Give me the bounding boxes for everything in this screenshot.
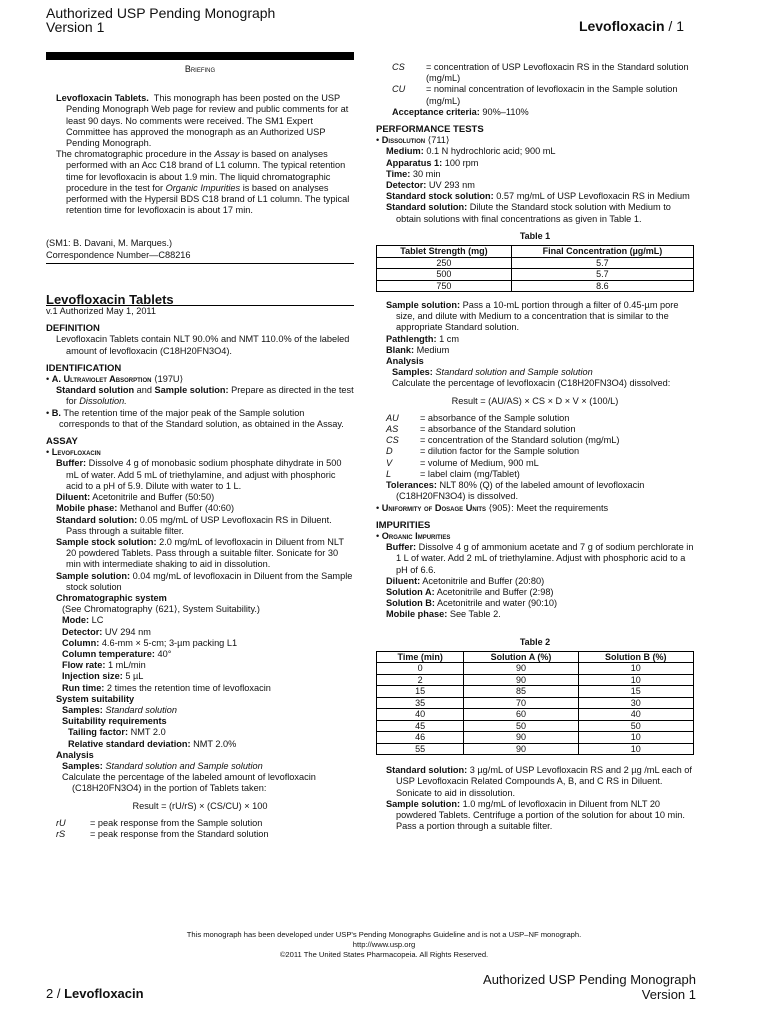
correspondence-number: Correspondence Number—C88216 bbox=[46, 249, 191, 260]
table-cell: 500 bbox=[377, 269, 512, 281]
spec-line bbox=[376, 799, 694, 833]
table-row bbox=[377, 732, 694, 744]
identification-heading: IDENTIFICATION bbox=[46, 362, 122, 374]
spec-value: Acetonitrile and water (90:10) bbox=[435, 598, 558, 609]
table-row bbox=[377, 686, 694, 698]
bottom-drug: Levofloxacin bbox=[64, 986, 144, 1001]
briefing-para2: The chromatographic procedure in the Assay is based on analyses performed with an Acc C18 brand of L1 column. The typical retention time for levofloxacin is about 1.9 min. The liquid chromatographic procedure in the test for Organic Impurities is based on analyses performed with the Hypersil BDS C18 brand of L1 column. The typical retention time for levofloxacin is about 17 min. bbox=[56, 149, 350, 216]
spec-value: 0.04 mg/mL of levofloxacin in Diluent from the Sample stock solution bbox=[66, 570, 353, 592]
spec-line bbox=[46, 683, 354, 694]
spec-value: Acetonitrile and Buffer (2:98) bbox=[434, 586, 554, 597]
symbol: V bbox=[386, 457, 393, 468]
symbol-definition: = label claim (mg/Tablet) bbox=[420, 468, 520, 479]
assay-lines bbox=[46, 458, 354, 592]
spec-key: Run time: bbox=[62, 682, 105, 693]
spec-value: 0.1 N hydrochloric acid; 900 mL bbox=[423, 146, 556, 157]
tolerances: Tolerances: NLT 80% (Q) of the labeled amount of levofloxacin (C18H20FN3O4) is dissolved. bbox=[386, 480, 645, 502]
spec-value: Pass a 10-mL portion through a filter of 0.45-µm pore size, and dilute with Medium to a concentration that is similar to the appropriate Standard solution. bbox=[396, 300, 679, 333]
table-cell: 90 bbox=[464, 743, 578, 755]
left-column bbox=[46, 52, 354, 840]
spec-key: Medium: bbox=[386, 146, 424, 157]
spec-line bbox=[46, 671, 354, 682]
footer-disclaimer: This monograph has been developed under USP's Pending Monographs Guideline and is not a USP–NF monograph. bbox=[186, 930, 582, 939]
spec-value: 3 µg/mL of USP Levofloxacin RS and 2 µg /mL each of USP Levofloxacin Related Compounds A, B, and C RS in Diluent. Sonicate to aid in dissolution. bbox=[396, 765, 692, 798]
spec-line bbox=[46, 571, 354, 593]
symbol: CU bbox=[392, 84, 406, 95]
spec-line bbox=[376, 191, 694, 202]
table-cell: 2 bbox=[377, 674, 464, 686]
footer bbox=[0, 930, 768, 960]
spec-line bbox=[376, 576, 694, 587]
symbol-definition: = absorbance of the Standard solution bbox=[420, 424, 576, 435]
symbol-definition: = absorbance of the Sample solution bbox=[420, 412, 570, 423]
spec-key: Buffer: bbox=[56, 458, 87, 469]
suitability-samples: Samples: Standard solution bbox=[62, 704, 177, 715]
table-cell: 40 bbox=[377, 709, 464, 721]
table-cell: 40 bbox=[578, 709, 693, 721]
dissolution-lines-2 bbox=[376, 300, 694, 356]
spec-key: Buffer: bbox=[386, 542, 417, 553]
table-header: Solution B (%) bbox=[578, 651, 693, 663]
table1 bbox=[376, 245, 694, 292]
table-cell: 30 bbox=[578, 697, 693, 709]
result-equation: Result = (rU/rS) × (CS/CU) × 100 bbox=[132, 800, 268, 811]
assay-item: • Levofloxacin bbox=[46, 447, 101, 458]
spec-key: Column: bbox=[62, 637, 100, 648]
spec-line bbox=[46, 627, 354, 638]
spec-line bbox=[46, 660, 354, 671]
header-left bbox=[46, 6, 275, 34]
bottom-page: 2 / bbox=[46, 986, 61, 1001]
spec-line bbox=[46, 537, 354, 571]
header-page: / 1 bbox=[668, 18, 684, 34]
table-row bbox=[377, 280, 694, 292]
symbol: L bbox=[386, 468, 392, 479]
uniformity: • Uniformity of Dosage Units ⟨905⟩: Meet the requirements bbox=[376, 502, 609, 513]
bottom-right bbox=[483, 972, 696, 1002]
symbol-definition: = concentration of the Standard solution (mg/mL) bbox=[420, 435, 620, 446]
spec-line bbox=[376, 146, 694, 157]
table2-caption: Table 2 bbox=[519, 636, 551, 647]
spec-line bbox=[376, 765, 694, 799]
table-row bbox=[377, 709, 694, 721]
table-cell: 50 bbox=[464, 720, 578, 732]
spec-key: Sample solution: bbox=[386, 798, 461, 809]
spec-value: See Table 2. bbox=[447, 609, 501, 620]
header-right bbox=[579, 18, 684, 34]
spec-value: Medium bbox=[414, 344, 450, 355]
diss-equation: Result = (AU/AS) × CS × D × V × (100/L) bbox=[451, 395, 619, 406]
spec-line bbox=[376, 598, 694, 609]
definitions-left bbox=[46, 818, 354, 840]
spec-line bbox=[46, 492, 354, 503]
acceptance: Acceptance criteria: 90%–110% bbox=[392, 106, 529, 117]
bottom-page-label bbox=[46, 986, 144, 1001]
table-cell: 250 bbox=[377, 257, 512, 269]
spec-line bbox=[376, 300, 694, 334]
definitions-top bbox=[376, 62, 694, 107]
spec-key: Standard solution: bbox=[386, 765, 468, 776]
spec-line bbox=[376, 169, 694, 180]
symbol-definition: = concentration of USP Levofloxacin RS in the Standard solution (mg/mL) bbox=[426, 62, 689, 84]
chrom-ref: (See Chromatography ⟨621⟩, System Suitability.) bbox=[62, 604, 260, 615]
spec-line bbox=[46, 503, 354, 514]
analysis-heading: Analysis bbox=[56, 749, 94, 760]
chrom-lines bbox=[46, 615, 354, 693]
header-drug: Levofloxacin bbox=[578, 18, 665, 34]
spec-value: UV 294 nm bbox=[102, 626, 151, 637]
spec-line bbox=[376, 202, 694, 224]
spec-value: Dissolve 4 g of monobasic sodium phosphate dihydrate in 500 mL of water. Add 5 mL of triethylamine, and adjust with phosphoric acid to a pH of 5.9. Dilute with water to 1 L. bbox=[66, 458, 342, 491]
table-cell: 85 bbox=[464, 686, 578, 698]
table-cell: 15 bbox=[377, 686, 464, 698]
bottom-version: Version 1 bbox=[641, 987, 696, 1002]
spec-value: 1.0 mg/mL of levofloxacin in Diluent from NLT 20 powdered Tablets. Centrifuge a portion of the solution for about 10 min. Pass a portion through a suitable filter. bbox=[396, 798, 685, 832]
table-cell: 10 bbox=[578, 732, 693, 744]
impurity-lines bbox=[376, 542, 694, 620]
symbol: CS bbox=[392, 62, 405, 72]
spec-key: Standard solution: bbox=[56, 514, 138, 525]
spec-key: Solution A: bbox=[386, 586, 435, 597]
symbol: rS bbox=[56, 828, 66, 839]
spec-line bbox=[46, 515, 354, 537]
briefing-authors: (SM1: B. Davani, M. Marques.) bbox=[46, 238, 173, 249]
table-cell: 90 bbox=[464, 663, 578, 675]
header-title: Authorized USP Pending Monograph bbox=[46, 5, 276, 21]
bottom-title: Authorized USP Pending Monograph bbox=[483, 972, 696, 987]
assay-heading: ASSAY bbox=[46, 436, 78, 448]
spec-line bbox=[46, 615, 354, 626]
definition-heading: DEFINITION bbox=[46, 323, 100, 335]
spec-key: Injection size: bbox=[62, 671, 123, 682]
table-cell: 15 bbox=[578, 686, 693, 698]
symbol: rU bbox=[56, 817, 66, 828]
spec-value: 5 µL bbox=[122, 671, 144, 682]
table1-caption: Table 1 bbox=[519, 230, 551, 241]
briefing-bar bbox=[46, 52, 354, 60]
dissolution-item: • Dissolution ⟨711⟩ bbox=[376, 135, 450, 146]
spec-value: LC bbox=[89, 615, 104, 626]
spec-value: 100 rpm bbox=[442, 157, 479, 168]
spec-key: Standard solution: bbox=[386, 202, 468, 213]
spec-line bbox=[376, 609, 694, 620]
id-a: • A. Ultraviolet Absorption ⟨197U⟩ bbox=[46, 374, 184, 385]
briefing-title: Levofloxacin Tablets. bbox=[56, 93, 149, 104]
spec-line bbox=[376, 587, 694, 598]
spec-key: Column temperature: bbox=[62, 648, 155, 659]
spec-key: Time: bbox=[386, 168, 411, 179]
spec-value: 2.0 mg/mL of levofloxacin in Diluent from NLT 20 powdered Tablets. Pass through a suitable filter. Sonicate for 30 min with intermediate shaking to aid in dissolution. bbox=[66, 536, 344, 570]
table-cell: 10 bbox=[578, 663, 693, 675]
table-row bbox=[377, 720, 694, 732]
spec-line bbox=[376, 334, 694, 345]
table-row bbox=[377, 663, 694, 675]
spec-value: UV 293 nm bbox=[426, 180, 475, 191]
table-cell: 90 bbox=[464, 732, 578, 744]
symbol-definition: = dilution factor for the Sample solution bbox=[420, 446, 580, 457]
symbol: D bbox=[386, 446, 393, 457]
table-row bbox=[377, 257, 694, 269]
spec-value: 0.05 mg/mL of USP Levofloxacin RS in Diluent. Pass through a suitable filter. bbox=[66, 514, 332, 536]
spec-key: Mode: bbox=[62, 615, 90, 626]
spec-key: Apparatus 1: bbox=[386, 157, 443, 168]
spec-value: 2 times the retention time of levofloxacin bbox=[104, 682, 271, 693]
spec-key: Blank: bbox=[386, 344, 415, 355]
table-cell: 10 bbox=[578, 674, 693, 686]
table-cell: 5.7 bbox=[511, 269, 693, 281]
spec-key: Pathlength: bbox=[386, 333, 437, 344]
spec-value: 30 min bbox=[410, 168, 441, 179]
spec-key: Diluent: bbox=[56, 492, 91, 503]
id-a-text: Standard solution and Sample solution: Prepare as directed in the test for Dissolution. bbox=[56, 385, 354, 407]
spec-key: Sample stock solution: bbox=[56, 536, 157, 547]
briefing-label: Briefing bbox=[184, 64, 216, 74]
spec-line bbox=[46, 638, 354, 649]
table-cell: 46 bbox=[377, 732, 464, 744]
table-cell: 35 bbox=[377, 697, 464, 709]
table-cell: 8.6 bbox=[511, 280, 693, 292]
table-cell: 750 bbox=[377, 280, 512, 292]
spec-line bbox=[376, 158, 694, 169]
spec-line bbox=[46, 458, 354, 492]
spec-key: Standard stock solution: bbox=[386, 191, 494, 202]
suitability-req: Suitability requirements bbox=[62, 716, 167, 727]
monograph-title: Levofloxacin Tablets bbox=[46, 291, 174, 307]
footer-url[interactable]: http://www.usp.org bbox=[352, 940, 416, 949]
performance-heading: PERFORMANCE TESTS bbox=[376, 124, 484, 136]
spec-value: 4.6-mm × 5-cm; 3-µm packing L1 bbox=[99, 637, 238, 648]
organic-impurities: • Organic Impurities bbox=[376, 530, 451, 541]
table-row bbox=[377, 674, 694, 686]
spec-line bbox=[376, 180, 694, 191]
table-cell: 0 bbox=[377, 663, 464, 675]
footer-copyright: ©2011 The United States Pharmacopeia. All Rights Reserved. bbox=[279, 950, 489, 959]
spec-value: Acetonitrile and Buffer (20:80) bbox=[420, 575, 545, 586]
divider bbox=[46, 263, 354, 264]
spec-key: Sample solution: bbox=[56, 570, 131, 581]
table2 bbox=[376, 651, 694, 756]
spec-key: Detector: bbox=[62, 626, 103, 637]
id-b: • B. The retention time of the major peak of the Sample solution corresponds to that of the Standard solution, as obtained in the Assay. bbox=[46, 407, 344, 429]
symbol-definition: = peak response from the Sample solution bbox=[90, 817, 263, 828]
version-line: v.1 Authorized May 1, 2011 bbox=[46, 306, 156, 317]
impurities-heading: IMPURITIES bbox=[376, 519, 431, 531]
spec-value: Acetonitrile and Buffer (50:50) bbox=[90, 492, 215, 503]
spec-value: 0.57 mg/mL of USP Levofloxacin RS in Medium bbox=[493, 191, 690, 202]
spec-key: Flow rate: bbox=[62, 660, 106, 671]
symbol: CS bbox=[386, 435, 399, 446]
spec-line bbox=[376, 345, 694, 356]
analysis-samples: Samples: Standard solution and Sample solution bbox=[62, 760, 263, 771]
spec-key: Diluent: bbox=[386, 575, 421, 586]
table-cell: 45 bbox=[377, 720, 464, 732]
table-cell: 90 bbox=[464, 674, 578, 686]
dissolution-definitions bbox=[376, 413, 694, 480]
spec-value: Methanol and Buffer (40:60) bbox=[117, 503, 235, 514]
table-header: Time (min) bbox=[377, 651, 464, 663]
impurity-lines-2 bbox=[376, 765, 694, 832]
header-version: Version 1 bbox=[46, 19, 105, 35]
table-header: Final Concentration (µg/mL) bbox=[511, 246, 693, 258]
table-row bbox=[377, 743, 694, 755]
spec-key: Sample solution: bbox=[386, 300, 461, 311]
table-row bbox=[377, 697, 694, 709]
table-row bbox=[377, 269, 694, 281]
diss-calc: Calculate the percentage of levofloxacin (C18H20FN3O4) dissolved: bbox=[392, 378, 671, 389]
symbol: AS bbox=[386, 424, 399, 435]
diss-samples: Samples: Standard solution and Sample solution bbox=[392, 367, 593, 378]
briefing-para1: Levofloxacin Tablets. This monograph has been posted on the USP Pending Monograph Web page for review and public comments for at least 90 days. No comments were received. The SM1 Expert Committee has approved the monograph as an Authorized USP Pending Monograph. bbox=[56, 93, 349, 149]
spec-line bbox=[376, 542, 694, 576]
spec-value: 40° bbox=[154, 648, 172, 659]
table-cell: 70 bbox=[464, 697, 578, 709]
symbol-definition: = peak response from the Standard solution bbox=[90, 828, 269, 839]
diss-analysis-heading: Analysis bbox=[386, 356, 424, 367]
symbol-definition: = volume of Medium, 900 mL bbox=[420, 457, 539, 468]
symbol: AU bbox=[386, 412, 399, 423]
spec-value: 1 cm bbox=[436, 333, 459, 344]
rsd: Relative standard deviation: NMT 2.0% bbox=[68, 738, 237, 749]
spec-key: Detector: bbox=[386, 180, 427, 191]
spec-value: 1 mL/min bbox=[105, 660, 146, 671]
definition-text: Levofloxacin Tablets contain NLT 90.0% and NMT 110.0% of the labeled amount of levofloxacin (C18H20FN3O4). bbox=[56, 334, 350, 356]
table-cell: 10 bbox=[578, 743, 693, 755]
tailing-factor: Tailing factor: NMT 2.0 bbox=[68, 727, 166, 738]
right-column bbox=[376, 62, 694, 832]
spec-key: Solution B: bbox=[386, 598, 435, 609]
dissolution-lines bbox=[376, 146, 694, 224]
spec-key: Mobile phase: bbox=[386, 609, 448, 620]
table-header: Tablet Strength (mg) bbox=[377, 246, 512, 258]
spec-value: Dilute the Standard stock solution with Medium to obtain solutions with final concentrations as given in Table 1. bbox=[396, 202, 671, 224]
table-cell: 60 bbox=[464, 709, 578, 721]
suitability-heading: System suitability bbox=[56, 693, 135, 704]
table-cell: 55 bbox=[377, 743, 464, 755]
spec-line bbox=[46, 649, 354, 660]
chrom-heading: Chromatographic system bbox=[56, 592, 167, 603]
table-cell: 50 bbox=[578, 720, 693, 732]
analysis-text: Calculate the percentage of the labeled amount of levofloxacin (C18H20FN3O4) in the portion of Tablets taken: bbox=[62, 772, 316, 794]
table-header: Solution A (%) bbox=[464, 651, 578, 663]
spec-value: Dissolve 4 g of ammonium acetate and 7 g of sodium perchlorate in 1 L of water. Add 2 mL of triethylamine. Adjust with phosphoric acid to a pH of 6.6. bbox=[396, 542, 694, 575]
table-cell: 5.7 bbox=[511, 257, 693, 269]
spec-key: Mobile phase: bbox=[56, 503, 118, 514]
symbol-definition: = nominal concentration of levofloxacin in the Sample solution (mg/mL) bbox=[426, 84, 678, 106]
